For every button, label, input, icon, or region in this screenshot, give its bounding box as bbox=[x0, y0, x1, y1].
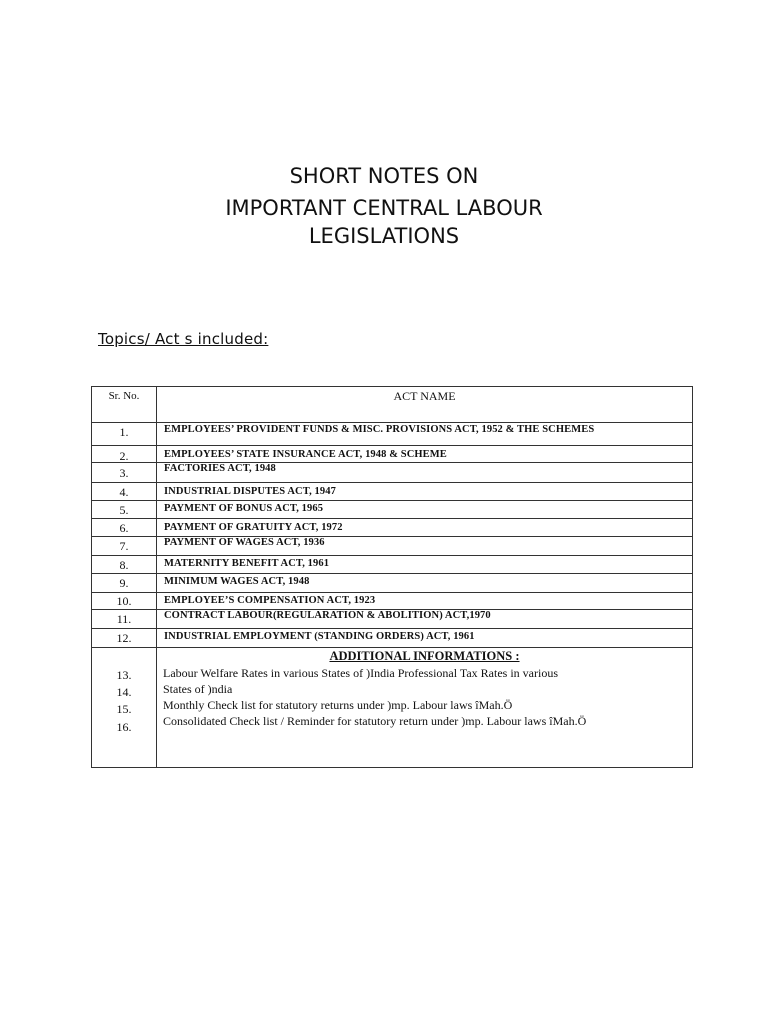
row-act-name: PAYMENT OF WAGES ACT, 1936 bbox=[164, 537, 325, 548]
row-sr-no: 1. bbox=[119, 425, 129, 439]
document-title-line-1: SHORT NOTES ON bbox=[289, 164, 479, 188]
row-act-name: EMPLOYEES’ STATE INSURANCE ACT, 1948 & SCHEME bbox=[164, 449, 447, 460]
row-act-name: CONTRACT LABOUR(REGULARATION & ABOLITION) ACT,1970 bbox=[164, 610, 491, 621]
row-act-name: MATERNITY BENEFIT ACT, 1961 bbox=[164, 558, 330, 569]
row-act-name: PAYMENT OF GRATUITY ACT, 1972 bbox=[164, 522, 343, 533]
row-divider bbox=[92, 573, 692, 574]
topics-heading: Topics/ Act s included: bbox=[98, 330, 269, 348]
row-act-name: EMPLOYEES’ PROVIDENT FUNDS & MISC. PROVISIONS ACT, 1952 & THE SCHEMES bbox=[164, 424, 595, 435]
row-act-name: PAYMENT OF BONUS ACT, 1965 bbox=[164, 503, 324, 514]
row-act-name: MINIMUM WAGES ACT, 1948 bbox=[164, 576, 310, 587]
additional-info-line: Labour Welfare Rates in various States of )India Professional Tax Rates in various bbox=[163, 666, 558, 680]
additional-info-line: Consolidated Check list / Reminder for statutory return under )mp. Labour laws îMah.Ö bbox=[163, 714, 587, 728]
row-act-name: INDUSTRIAL DISPUTES ACT, 1947 bbox=[164, 486, 336, 497]
additional-info-title: ADDITIONAL INFORMATIONS : bbox=[329, 649, 520, 663]
row-divider bbox=[92, 592, 692, 593]
additional-sr-no: 16. bbox=[116, 720, 132, 734]
row-act-name: INDUSTRIAL EMPLOYMENT (STANDING ORDERS) ACT, 1961 bbox=[164, 631, 475, 642]
row-sr-no: 12. bbox=[116, 631, 132, 645]
row-sr-no: 11. bbox=[116, 612, 132, 626]
row-sr-no: 2. bbox=[119, 449, 129, 463]
row-sr-no: 9. bbox=[119, 576, 129, 590]
row-divider bbox=[92, 445, 692, 446]
row-sr-no: 3. bbox=[119, 466, 129, 480]
row-sr-no: 5. bbox=[119, 503, 129, 517]
additional-sr-no: 14. bbox=[116, 685, 132, 699]
row-divider bbox=[92, 482, 692, 483]
row-act-name: FACTORIES ACT, 1948 bbox=[164, 463, 276, 474]
column-divider bbox=[156, 387, 157, 767]
document-title-line-3: LEGISLATIONS bbox=[308, 224, 460, 248]
additional-info-line: States of )ndia bbox=[163, 682, 233, 696]
row-sr-no: 6. bbox=[119, 521, 129, 535]
row-divider bbox=[92, 422, 692, 423]
acts-table bbox=[91, 386, 693, 768]
row-act-name: EMPLOYEE’S COMPENSATION ACT, 1923 bbox=[164, 595, 376, 606]
row-sr-no: 8. bbox=[119, 558, 129, 572]
row-divider bbox=[92, 500, 692, 501]
additional-sr-no: 15. bbox=[116, 702, 132, 716]
header-act-name: ACT NAME bbox=[393, 389, 456, 403]
row-divider bbox=[92, 555, 692, 556]
row-divider bbox=[92, 518, 692, 519]
row-sr-no: 4. bbox=[119, 485, 129, 499]
row-divider bbox=[92, 628, 692, 629]
additional-sr-no: 13. bbox=[116, 668, 132, 682]
row-divider bbox=[92, 647, 692, 648]
additional-info-line: Monthly Check list for statutory returns under )mp. Labour laws îMah.Ö bbox=[163, 698, 513, 712]
document-title-line-2: IMPORTANT CENTRAL LABOUR bbox=[225, 196, 543, 220]
header-sr-no: Sr. No. bbox=[108, 390, 140, 402]
row-sr-no: 7. bbox=[119, 539, 129, 553]
row-sr-no: 10. bbox=[116, 594, 132, 608]
